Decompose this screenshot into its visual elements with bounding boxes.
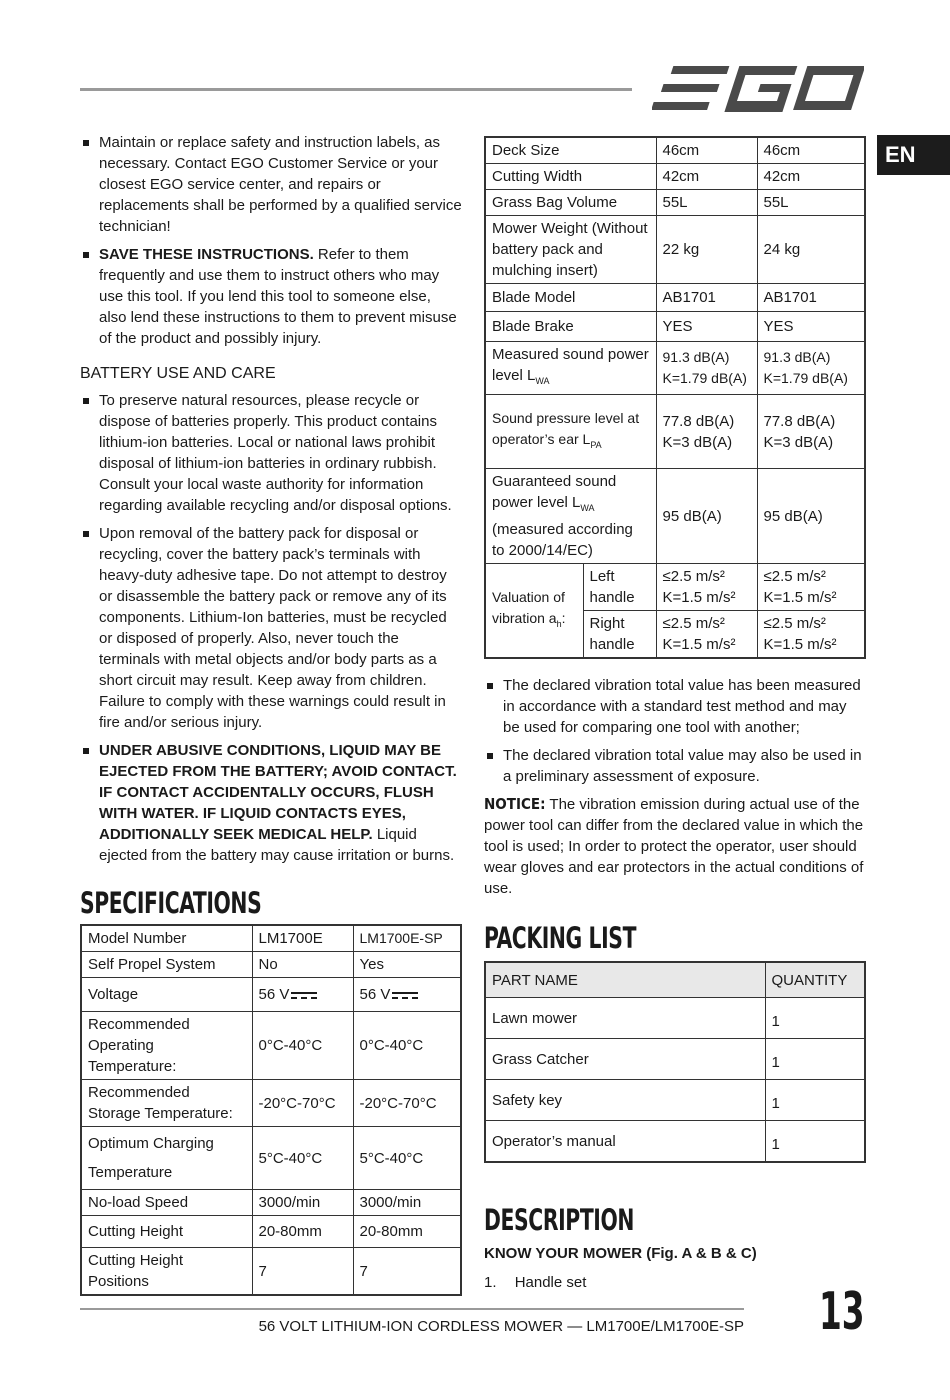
table-row	[485, 998, 865, 1039]
table-cell: Grass Bag Volume	[485, 190, 656, 216]
label-line: power level L	[492, 494, 581, 511]
label-line: :	[561, 609, 566, 626]
table-row	[485, 284, 865, 312]
subscript: h	[556, 618, 562, 629]
table-row	[81, 1216, 461, 1248]
table-row	[485, 312, 865, 342]
table-cell: 24 kg	[757, 216, 865, 284]
table-cell: Lawn mower	[485, 998, 765, 1039]
table-row	[81, 1190, 461, 1216]
bullet-text: Liquid ejected from the battery may cause irritation or burns.	[99, 826, 455, 864]
specifications-title: SPECIFICATIONS	[80, 886, 262, 920]
list-item	[484, 745, 866, 787]
dc-symbol-icon	[291, 990, 317, 1000]
table-row	[485, 342, 865, 395]
page-number: 13	[819, 1282, 865, 1342]
bullet-text: To preserve natural resources, please recycle or dispose of batteries properly. This product contains lithium-ion batteries. Local or national laws prohibit disposal of lithium-ion batteries in ordinary rubbish. Consult your local waste authority for information regarding available recycling and/or disposal options.	[99, 392, 452, 514]
voltage-value: 56 V	[359, 986, 391, 1003]
language-tab: EN	[877, 135, 950, 175]
value-line: 91.3 dB(A)	[662, 349, 730, 365]
table-cell	[757, 342, 865, 395]
table-cell: Yes	[353, 952, 461, 978]
subscript: WA	[535, 376, 550, 386]
voltage-value: 56 V	[258, 986, 290, 1003]
table-cell: 42cm	[757, 164, 865, 190]
value-line: ≤2.5 m/s²	[763, 568, 826, 585]
table-cell: 7	[353, 1248, 461, 1296]
packing-list-table	[484, 961, 866, 1163]
label-line: vibration a	[492, 609, 557, 626]
description-title: DESCRIPTION	[484, 1203, 635, 1237]
table-cell: 5°C-40°C	[353, 1127, 461, 1190]
packing-list-title: PACKING LIST	[484, 921, 637, 955]
table-cell: 22 kg	[656, 216, 757, 284]
table-cell	[656, 395, 757, 469]
value-line: K=1.5 m/s²	[763, 589, 837, 606]
footer-text: 56 VOLT LITHIUM-ION CORDLESS MOWER — LM1700E/LM1700E-SP	[258, 1318, 744, 1335]
table-cell	[656, 564, 757, 611]
bullet-bold: UNDER ABUSIVE CONDITIONS, LIQUID MAY BE EJECTED FROM THE BATTERY; AVOID CONTACT. IF CONTACT ACCIDENTALLY OCCURS, FLUSH WITH WATER. IF LIQUID CONTACTS EYES, ADDITIONALLY SEEK MEDICAL HELP.	[99, 742, 457, 843]
item-text: Handle set	[514, 1274, 587, 1291]
value-line: K=1.79 dB(A)	[662, 370, 747, 386]
value-line: K=1.79 dB(A)	[763, 370, 848, 386]
subscript: PA	[590, 439, 602, 450]
table-row	[485, 564, 865, 611]
table-cell: Recommended Storage Temperature:	[81, 1080, 252, 1127]
table-cell: 46cm	[656, 137, 757, 164]
table-cell: Recommended Operating Temperature:	[81, 1012, 252, 1080]
table-row	[485, 1039, 865, 1080]
list-item	[80, 132, 462, 237]
table-cell: Deck Size	[485, 137, 656, 164]
table-row	[81, 1012, 461, 1080]
list-item	[484, 675, 866, 738]
table-cell	[485, 469, 656, 564]
list-item	[80, 244, 462, 349]
table-cell: -20°C-70°C	[252, 1080, 353, 1127]
table-cell: 5°C-40°C	[252, 1127, 353, 1190]
table-cell: YES	[757, 312, 865, 342]
table-cell: Blade Brake	[485, 312, 656, 342]
left-column	[80, 132, 462, 1296]
value-line: 91.3 dB(A)	[763, 349, 831, 365]
table-cell: 55L	[757, 190, 865, 216]
bullet-text: Maintain or replace safety and instruction labels, as necessary. Contact EGO Customer Service or your closest EGO service center, and repairs or replacements shall be performed by a qualified service technician!	[99, 134, 462, 235]
list-item	[80, 523, 462, 733]
table-header-cell: QUANTITY	[765, 962, 865, 998]
table-cell	[485, 342, 656, 395]
table-cell: Safety key	[485, 1080, 765, 1121]
table-cell	[485, 395, 656, 469]
table-cell: Voltage	[81, 978, 252, 1012]
value-line: K=3 dB(A)	[763, 433, 834, 451]
table-row	[485, 469, 865, 564]
table-row	[485, 190, 865, 216]
list-item	[80, 390, 462, 516]
table-cell	[485, 564, 583, 659]
table-cell: No-load Speed	[81, 1190, 252, 1216]
logo-text: EGO	[652, 64, 655, 65]
table-cell: 1	[765, 1080, 865, 1121]
dc-symbol-icon	[392, 990, 418, 1000]
table-cell	[757, 611, 865, 659]
table-cell: 3000/min	[353, 1190, 461, 1216]
table-row	[81, 1127, 461, 1190]
table-row	[485, 137, 865, 164]
bullet-text: The declared vibration total value has been measured in accordance with a standard test method and may be used for comparing one tool with another;	[503, 677, 861, 736]
table-cell	[757, 564, 865, 611]
table-cell: Cutting Height Positions	[81, 1248, 252, 1296]
table-cell	[656, 611, 757, 659]
table-cell: 1	[765, 1121, 865, 1163]
table-row	[485, 164, 865, 190]
table-cell	[757, 395, 865, 469]
table-cell: Grass Catcher	[485, 1039, 765, 1080]
value-line: ≤2.5 m/s²	[662, 615, 725, 632]
table-cell: No	[252, 952, 353, 978]
label-line: (measured according to 2000/14/EC)	[492, 521, 633, 559]
notice-paragraph	[484, 794, 866, 899]
battery-heading: BATTERY USE AND CARE	[80, 365, 276, 382]
table-cell: Operator’s manual	[485, 1121, 765, 1163]
table-row	[485, 395, 865, 469]
value-line: K=1.5 m/s²	[662, 636, 736, 653]
description-item	[484, 1272, 866, 1293]
table-cell: LM1700E-SP	[353, 925, 461, 952]
table-cell: 95 dB(A)	[656, 469, 757, 564]
table-row	[485, 1080, 865, 1121]
table-cell: LM1700E	[252, 925, 353, 952]
table-cell: 20-80mm	[353, 1216, 461, 1248]
table-cell: 0°C-40°C	[353, 1012, 461, 1080]
table-header-row	[485, 962, 865, 998]
table-row	[485, 1121, 865, 1163]
notice-text: The vibration emission during actual use of the power tool can differ from the declared value in which the tool is used; In order to protect the operator, user should wear gloves and ear protectors in the actual conditions of use.	[484, 796, 864, 897]
table-cell: Cutting Width	[485, 164, 656, 190]
know-your-mower-subhead: KNOW YOUR MOWER (Fig. A & B & C)	[484, 1245, 757, 1262]
table-cell: YES	[656, 312, 757, 342]
value-line: K=1.5 m/s²	[662, 589, 736, 606]
table-cell: 1	[765, 998, 865, 1039]
bullet-text: Upon removal of the battery pack for disposal or recycling, cover the battery pack’s terminals with heavy-duty adhesive tape. Do not attempt to destroy or disassemble the battery pack or remove any of its components. Lithium-Ion batteries, must be recycled or disposed of properly. Also, never touch the terminals with metal objects and/or body parts as a short circuit may result. Keep away from children. Failure to comply with these warnings could result in fire and/or serious injury.	[99, 525, 447, 731]
table-cell: Optimum Charging Temperature	[81, 1127, 252, 1190]
table-cell: Self Propel System	[81, 952, 252, 978]
item-number: 1.	[484, 1274, 497, 1291]
table-cell: Left handle	[583, 564, 656, 611]
footer-rule	[80, 1308, 744, 1310]
label-line: Valuation of	[492, 588, 565, 605]
notice-label: NOTICE:	[484, 795, 546, 813]
table-cell: Mower Weight (Without battery pack and mulching insert)	[485, 216, 656, 284]
bullet-bold: SAVE THESE INSTRUCTIONS.	[99, 246, 314, 263]
label-line: Sound pressure level at	[492, 409, 640, 426]
sound-power-label: Measured sound power level L	[492, 346, 649, 384]
table-cell	[656, 342, 757, 395]
right-column	[484, 136, 866, 1293]
table-cell: 3000/min	[252, 1190, 353, 1216]
table-cell: AB1701	[656, 284, 757, 312]
table-cell: Blade Model	[485, 284, 656, 312]
label-line: operator’s ear L	[492, 430, 591, 447]
table-cell	[252, 978, 353, 1012]
table-cell: 1	[765, 1039, 865, 1080]
table-cell: 55L	[656, 190, 757, 216]
table-cell: 46cm	[757, 137, 865, 164]
value-line: 77.8 dB(A)	[763, 412, 836, 430]
value-line: ≤2.5 m/s²	[763, 615, 826, 632]
specifications-table-right	[484, 136, 866, 659]
table-row	[81, 952, 461, 978]
table-cell: 95 dB(A)	[757, 469, 865, 564]
table-cell: Cutting Height	[81, 1216, 252, 1248]
table-cell	[353, 978, 461, 1012]
table-cell: 42cm	[656, 164, 757, 190]
table-cell: Model Number	[81, 925, 252, 952]
specifications-table-left	[80, 924, 462, 1296]
table-row	[81, 1080, 461, 1127]
header-rule	[80, 88, 632, 91]
table-cell: Right handle	[583, 611, 656, 659]
bullet-text: Refer to them frequently and use them to instruct others who may use this tool. If you lend this tool to someone else, also lend these instructions to them to prevent misuse of the product and possibly injury.	[99, 246, 457, 347]
bullet-text: The declared vibration total value may also be used in a preliminary assessment of exposure.	[503, 747, 862, 785]
table-row	[485, 216, 865, 284]
list-item	[80, 740, 462, 866]
table-cell: AB1701	[757, 284, 865, 312]
table-header-cell: PART NAME	[485, 962, 765, 998]
value-line: K=1.5 m/s²	[763, 636, 837, 653]
table-cell: 20-80mm	[252, 1216, 353, 1248]
table-row	[81, 978, 461, 1012]
value-line: ≤2.5 m/s²	[662, 568, 725, 585]
table-row	[81, 1248, 461, 1296]
label-line: Guaranteed sound	[492, 473, 617, 490]
table-cell: -20°C-70°C	[353, 1080, 461, 1127]
ego-logo	[652, 64, 864, 112]
table-cell: 0°C-40°C	[252, 1012, 353, 1080]
table-cell: 7	[252, 1248, 353, 1296]
table-row	[81, 925, 461, 952]
subscript: WA	[580, 503, 595, 513]
value-line: K=3 dB(A)	[662, 433, 733, 451]
value-line: 77.8 dB(A)	[662, 412, 735, 430]
